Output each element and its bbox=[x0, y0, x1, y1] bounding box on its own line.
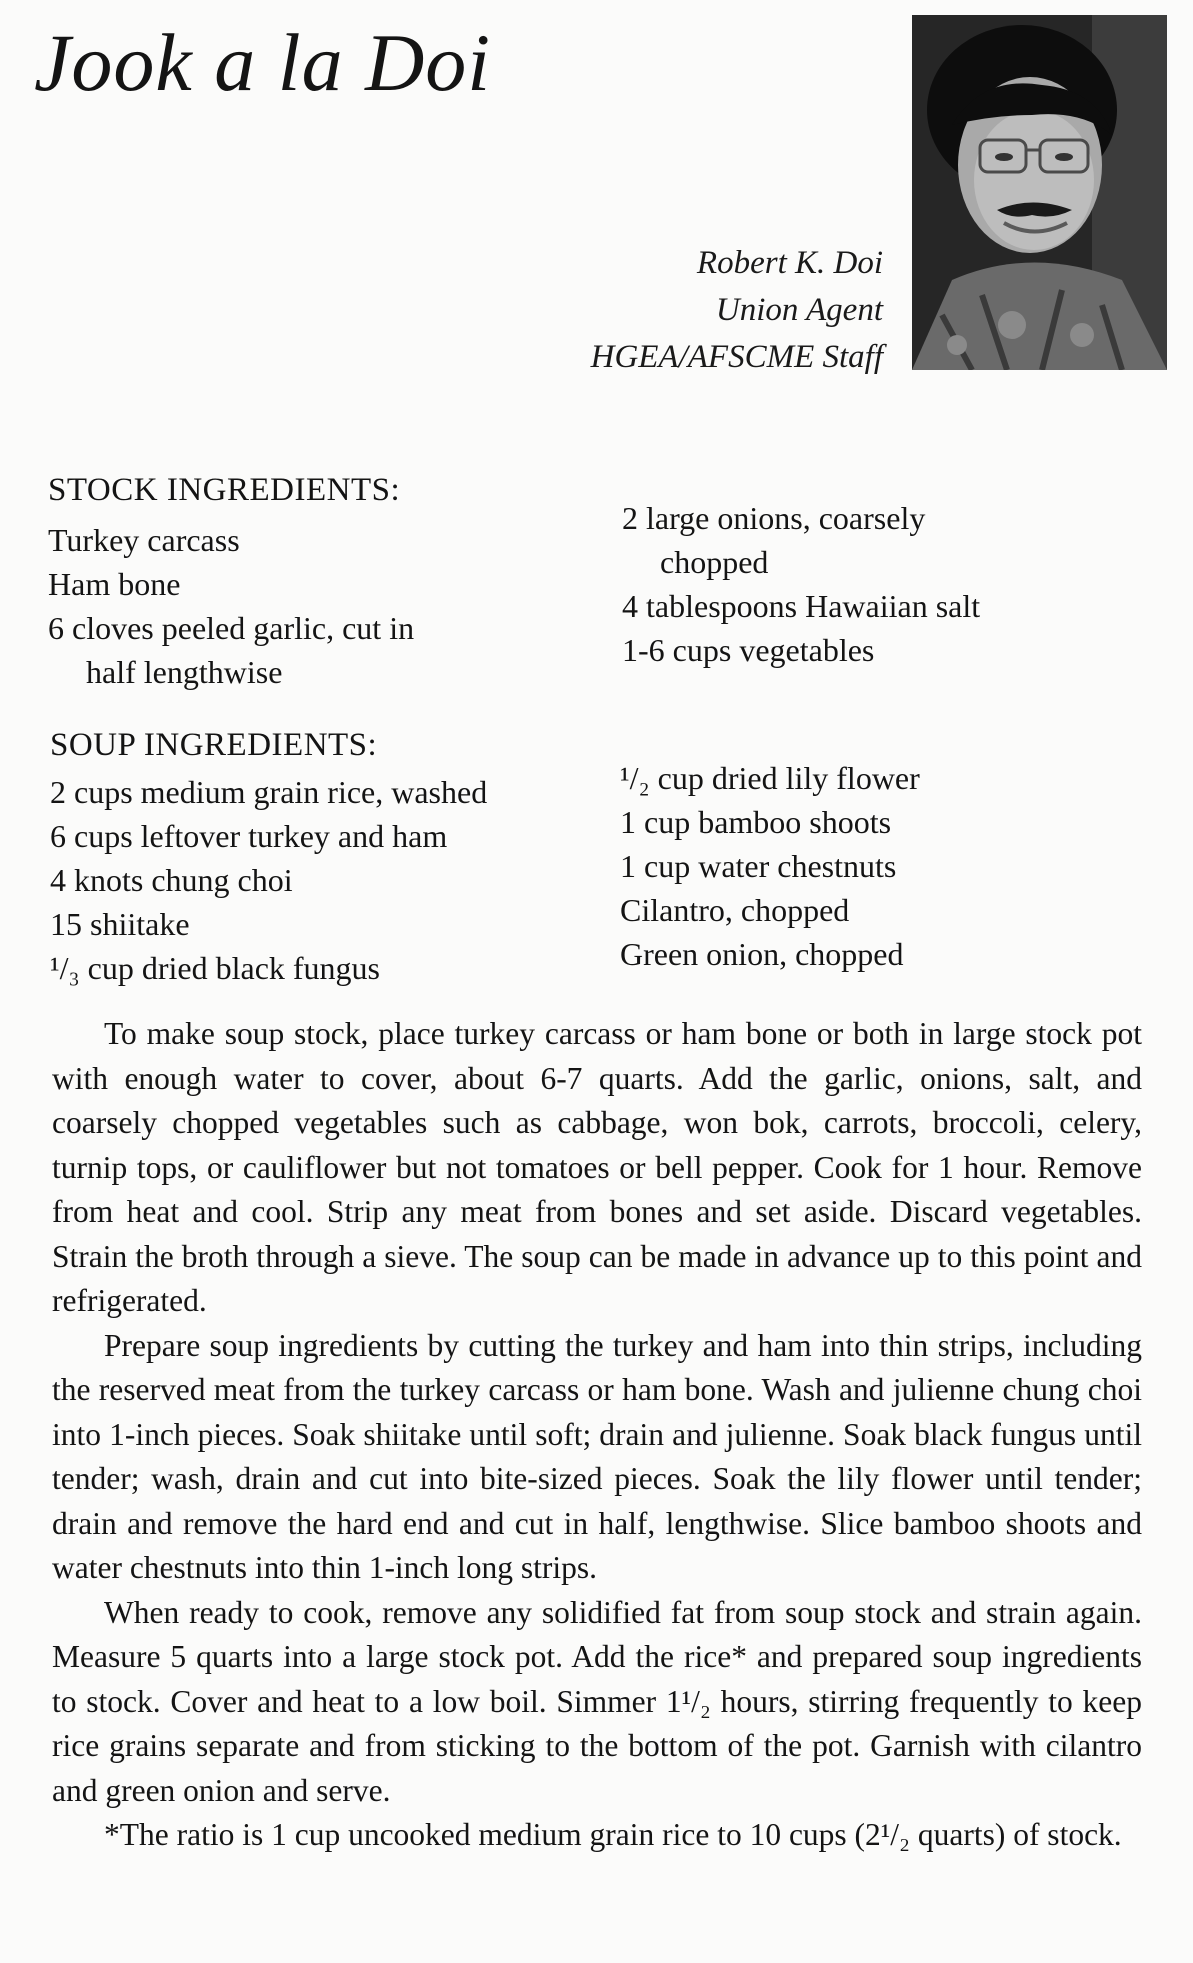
soup-ingredients-right bbox=[620, 756, 920, 976]
author-byline bbox=[591, 240, 883, 381]
recipe-title: Jook a la Doi bbox=[34, 17, 492, 108]
author-photo bbox=[912, 15, 1167, 370]
ingredient-item: chopped bbox=[660, 544, 769, 580]
stock-ingredients-right bbox=[622, 496, 980, 672]
stock-ingredients-left bbox=[48, 518, 414, 694]
ingredient-item: 1 cup bamboo shoots bbox=[620, 804, 892, 840]
ingredient-item: 1-6 cups vegetables bbox=[622, 632, 875, 668]
ingredient-item: 2 cups medium grain rice, washed bbox=[50, 774, 488, 810]
ingredient-item: 15 shiitake bbox=[50, 906, 190, 942]
ingredient-item: 6 cups leftover turkey and ham bbox=[50, 818, 448, 854]
direction-paragraph: To make soup stock, place turkey carcass or ham bone or both in large stock pot with enough water to cover, about 6-7 quarts. Add the garlic, onions, salt, and coarsely chopped vegetables such as cabbage, won bok, carrots, broccoli, celery, turnip tops, or cauliflower but not tomatoes or bell pepper. Cook for 1 hour. Remove from heat and cool. Strip any meat from bones and set aside. Discard vegetables. Strain the broth through a sieve. The soup can be made in advance up to this point and refrigerated. bbox=[52, 1016, 1142, 1318]
ingredient-item: ¹/₂ cup dried lily flower bbox=[620, 760, 920, 796]
recipe-directions bbox=[52, 1012, 1142, 1858]
author-organization: HGEA/AFSCME Staff bbox=[590, 339, 883, 375]
author-name: Robert K. Doi bbox=[696, 245, 883, 281]
ingredient-item: Green onion, chopped bbox=[620, 936, 904, 972]
ingredient-item: 6 cloves peeled garlic, cut in bbox=[48, 610, 415, 646]
author-role: Union Agent bbox=[715, 292, 883, 328]
ingredient-item: Turkey carcass bbox=[48, 522, 240, 558]
ingredient-item: Ham bone bbox=[48, 566, 181, 602]
direction-paragraph: When ready to cook, remove any solidified fat from soup stock and strain again. Measure 5 quarts into a large stock pot. Add the rice* and prepared soup ingredients to stock. Cover and heat to a low boil. Simmer 1¹/₂ hours, stirring frequently to keep rice grains separate and from sticking to the bottom of the pot. Garnish with cilantro and green onion and serve. bbox=[52, 1594, 1142, 1808]
ingredient-item: 2 large onions, coarsely bbox=[622, 500, 926, 536]
ingredient-item: 4 tablespoons Hawaiian salt bbox=[622, 588, 981, 624]
ingredient-item: 1 cup water chestnuts bbox=[620, 848, 897, 884]
soup-ingredients-left bbox=[50, 770, 487, 990]
ingredient-item: Cilantro, chopped bbox=[620, 892, 850, 928]
author-portrait-image bbox=[912, 15, 1167, 370]
ingredient-item: half lengthwise bbox=[86, 654, 283, 690]
stock-heading: STOCK INGREDIENTS: bbox=[48, 472, 401, 508]
direction-paragraph: Prepare soup ingredients by cutting the turkey and ham into thin strips, including the reserved meat from the turkey carcass or ham bone. Wash and julienne chung choi into 1-inch pieces. Soak shiitake until soft; drain and julienne. Soak black fungus until tender; wash, drain and cut into bite-sized pieces. Soak the lily flower until tender; drain and remove the hard end and cut in half, lengthwise. Slice bamboo shoots and water chestnuts into thin 1-inch long strips. bbox=[52, 1327, 1142, 1585]
ingredient-item: 4 knots chung choi bbox=[50, 862, 293, 898]
soup-heading: SOUP INGREDIENTS: bbox=[50, 727, 378, 763]
recipe-footnote: *The ratio is 1 cup uncooked medium grain rice to 10 cups (2¹/₂ quarts) of stock. bbox=[104, 1817, 1122, 1852]
ingredient-item: ¹/₃ cup dried black fungus bbox=[50, 950, 380, 986]
